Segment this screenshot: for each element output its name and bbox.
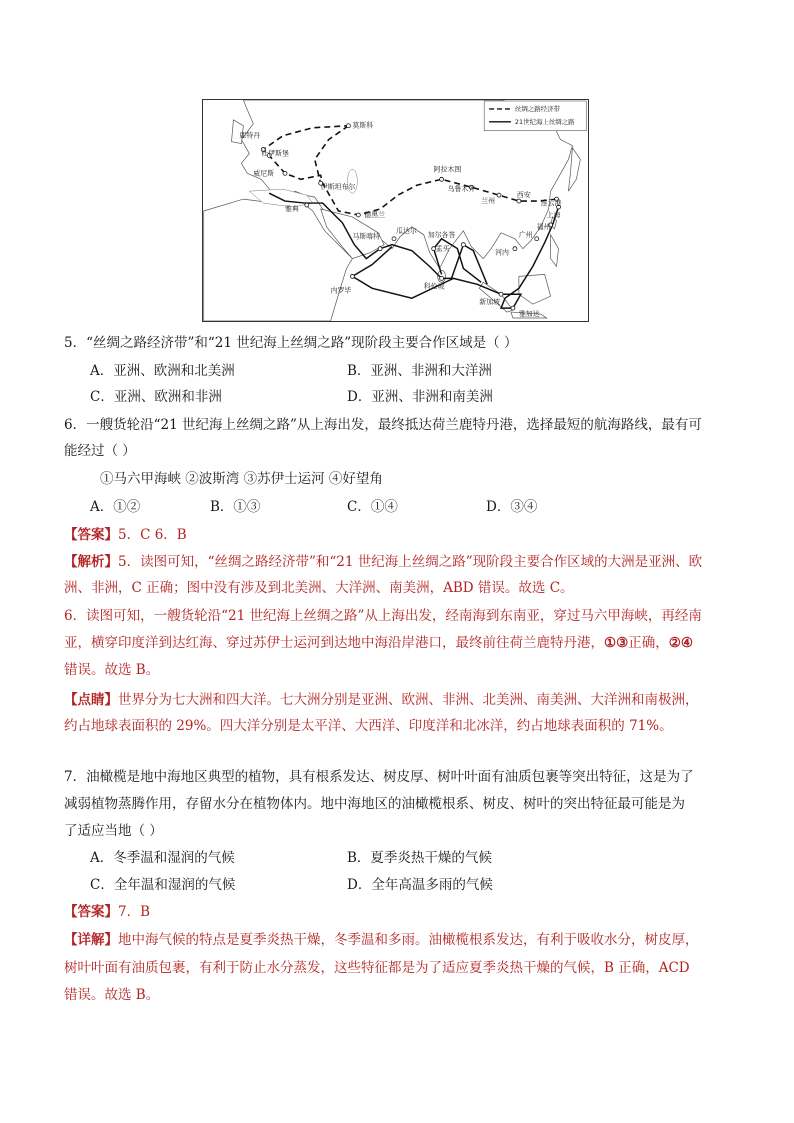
label-gwadar: 瓜达尔 [395, 226, 417, 235]
q7-stem-line2: 减弱植物蒸腾作用，存留水分在植物体内。地中海地区的油橄榄根系、树皮、树叶的突出特征最可能是为 [64, 796, 685, 812]
explanation-5-line1 [64, 552, 702, 572]
q6-stem-line1: 6．一艘货轮沿“21 世纪海上丝绸之路”从上海出发，最终抵达荷兰鹿特丹港，选择最短的航海路线，最有可 [64, 417, 702, 433]
label-rotterdam: 鹿特丹 [239, 131, 261, 140]
explanation-6-text2: 亚，横穿印度洋到达红海、穿过苏伊士运河到达地中海沿岸港口，最终前往荷兰鹿特丹港， [64, 635, 604, 651]
label-muscat: 马斯喀特 [352, 232, 381, 241]
explanation-7-line3: 错误。故选 B。 [64, 987, 160, 1003]
muscat-marker [378, 247, 382, 251]
map-legend [484, 101, 586, 131]
tehran-marker [356, 213, 360, 217]
label-fuzhou: 福州 [536, 222, 551, 231]
q6-option-d: D．③④ [486, 499, 538, 515]
explanation-6-correct: ①③ [604, 635, 629, 651]
answer-text: 5．C 6．B [118, 527, 187, 543]
guangzhou-marker [535, 237, 539, 241]
kolkata-marker [461, 243, 465, 247]
explanation-6-wrong: ②④ [668, 635, 693, 651]
label-istanbul: 伊斯坦布尔 [320, 183, 356, 192]
q7-stem-line3: 了适应当地（ ） [64, 823, 163, 839]
borneo-landmass [519, 274, 551, 304]
venice-marker [283, 171, 287, 175]
silk-road-map-svg [203, 100, 588, 321]
q5-option-a: A．亚洲、欧洲和北美洲 [90, 363, 235, 379]
almaty-marker [440, 177, 444, 181]
q7-option-d: D．全年高温多雨的气候 [347, 877, 493, 893]
q5-option-d: D．亚洲、非洲和南美洲 [347, 389, 493, 405]
label-tehran: 德黑兰 [364, 210, 386, 219]
label-urumqi: 乌鲁木齐 [447, 185, 476, 194]
q5-option-c: C．亚洲、欧洲和非洲 [90, 389, 222, 405]
label-moscow: 莫斯科 [352, 121, 374, 130]
explanation-tag: 【解析】 [64, 554, 118, 570]
explanation-7-line2: 树叶叶面有油质包裹，有利于防止水分蒸发，这些特征都是为了适应夏季炎热干燥的气候，B 正确，ACD [64, 960, 690, 976]
label-nairobi: 内罗毕 [330, 286, 352, 295]
landmasses [204, 100, 581, 321]
answer-7 [64, 902, 150, 922]
answer-7-tag: 【答案】 [64, 904, 118, 920]
athens-marker [305, 203, 309, 207]
explanation-6-line3: 错误。故选 B。 [64, 662, 160, 678]
silk-road-map [202, 99, 589, 322]
singapore-marker [499, 292, 503, 296]
lanzhou-marker [497, 193, 501, 197]
tip-line1 [64, 690, 699, 710]
explanation-6-line2 [64, 633, 693, 653]
label-mumbai: 孟买 [435, 244, 450, 253]
explanation-5-line2: 洲、非洲，C 正确；图中没有涉及到北美洲、大洋洲、南美洲，ABD 错误。故选 C。 [64, 580, 574, 596]
q5-stem: 5．“丝绸之路经济带”和“21 世纪海上丝绸之路”现阶段主要合作区域是（ ） [64, 335, 518, 351]
q6-items: ①马六甲海峡 ②波斯湾 ③苏伊士运河 ④好望角 [100, 471, 383, 487]
philippines-landmass [551, 235, 559, 267]
explanation-7-tag: 【详解】 [64, 932, 118, 948]
label-xian: 西安 [516, 191, 531, 200]
q5-option-b: B．亚洲、非洲和大洋洲 [347, 363, 492, 379]
label-guangzhou: 广州 [518, 230, 533, 239]
explanation-6-correct-word: 正确， [628, 635, 669, 651]
hanoi-marker [513, 247, 517, 251]
label-kolkata: 加尔各答 [427, 230, 456, 239]
q6-option-a: A．①② [90, 499, 141, 515]
q6-stem-line2: 能经过（ ） [64, 443, 136, 459]
label-almaty: 阿拉木图 [433, 165, 462, 174]
label-lianyungang: 连云港 [540, 199, 562, 208]
q7-option-a: A．冬季温和湿润的气候 [90, 850, 235, 866]
q7-option-c: C．全年温和湿润的气候 [90, 877, 236, 893]
label-colombo: 科伦坡 [423, 282, 445, 291]
label-shanghai: 上海 [546, 210, 561, 219]
label-duisburg: 杜伊斯堡 [261, 149, 289, 158]
q6-option-b: B．①③ [210, 499, 261, 515]
colombo-marker [440, 276, 444, 280]
explanation-7-line1 [64, 930, 699, 950]
tip-text1: 世界分为七大洲和四大洋。七大洲分别是亚洲、欧洲、非洲、北美洲、南美洲、大洋洲和南极洲， [118, 692, 699, 708]
label-lanzhou: 兰州 [481, 197, 496, 206]
xian-marker [517, 199, 521, 203]
label-venice: 威尼斯 [253, 169, 275, 178]
answer-5-6 [64, 525, 187, 545]
legend-road-label: 21世纪海上丝绸之路 [514, 117, 575, 126]
label-jakarta: 雅加达 [518, 310, 540, 319]
q7-stem-line1: 7．油橄榄是地中海地区典型的植物，具有根系发达、树皮厚、树叶叶面有油质包裹等突出特征，这是为了 [64, 769, 694, 785]
tip-line2: 约占地球表面积的 29%。四大洋分别是太平洋、大西洋、印度洋和北冰洋，约占地球表面积的 71%。 [64, 718, 673, 734]
label-athens: 雅典 [285, 204, 299, 213]
gwadar-marker [392, 237, 396, 241]
q7-option-b: B．夏季炎热干燥的气候 [347, 850, 492, 866]
legend-belt-label: 丝绸之路经济带 [514, 104, 560, 113]
answer-tag: 【答案】 [64, 527, 118, 543]
jakarta-marker [511, 306, 515, 310]
tip-tag: 【点睛】 [64, 692, 118, 708]
label-hanoi: 河内 [495, 248, 509, 257]
answer-7-text: 7．B [118, 904, 151, 920]
explanation-5-text1: 5．读图可知，“丝绸之路经济带”和“21 世纪海上丝绸之路”现阶段主要合作区域的大洲是亚洲、欧 [118, 554, 703, 570]
nairobi-marker [350, 274, 354, 278]
moscow-marker [346, 124, 350, 128]
q6-option-c: C．①④ [347, 499, 398, 515]
explanation-7-text1: 地中海气候的特点是夏季炎热干燥，冬季温和多雨。油橄榄根系发达，有利于吸收水分，树皮厚， [118, 932, 699, 948]
explanation-6-line1: 6．读图可知，一艘货轮沿“21 世纪海上丝绸之路”从上海出发，经南海到东南亚，穿过马六甲海峡，再经南 [64, 608, 702, 624]
label-singapore: 新加坡 [479, 298, 501, 307]
